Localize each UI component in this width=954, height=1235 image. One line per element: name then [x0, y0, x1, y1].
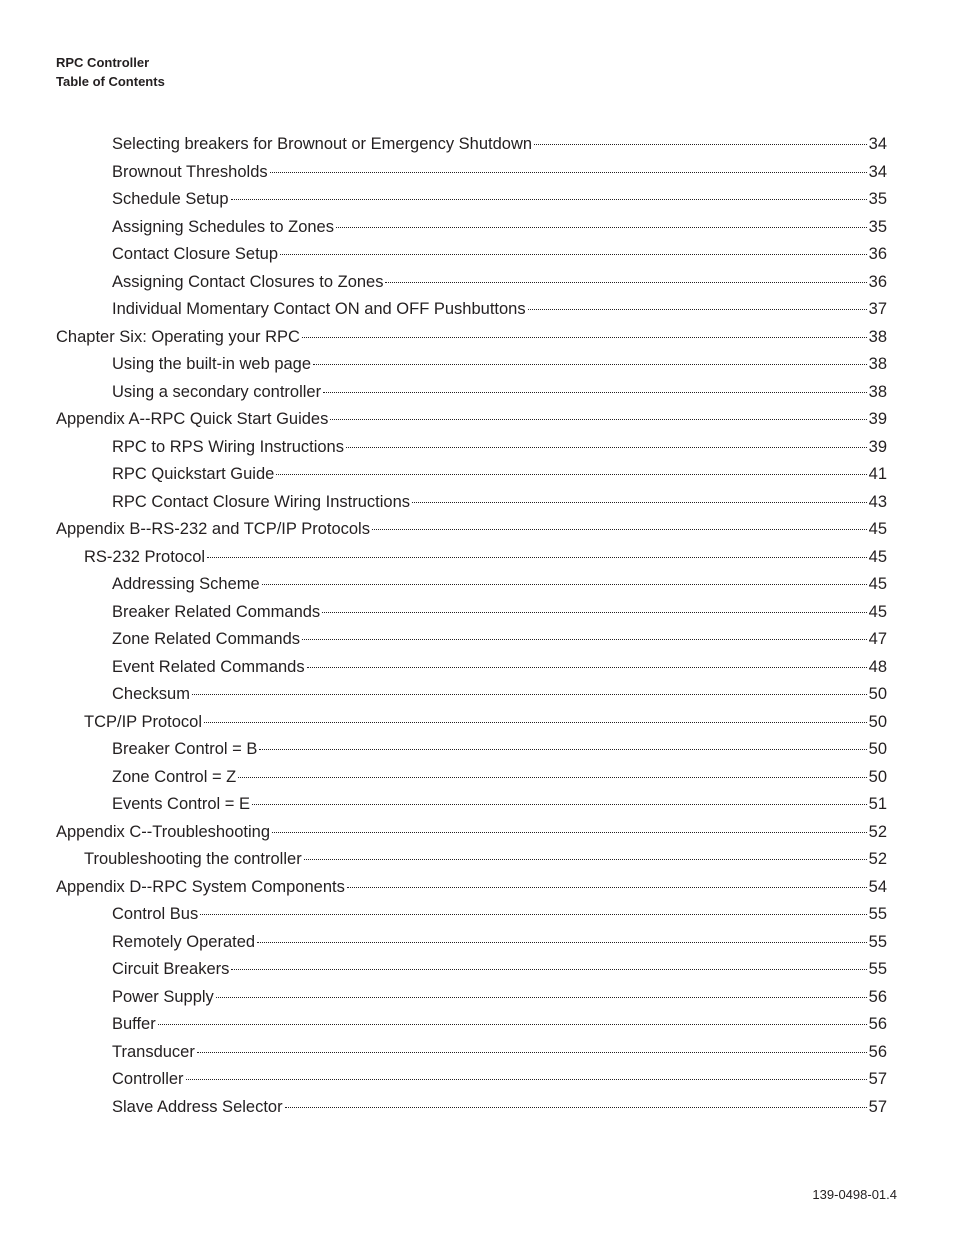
toc-entry-page-number: 45 — [868, 575, 887, 593]
toc-entry-page-number: 34 — [868, 162, 887, 181]
toc-entry[interactable] — [112, 901, 887, 928]
dot-leader — [313, 364, 867, 365]
toc-entry-page-number: 47 — [868, 630, 887, 648]
toc-entry-page-number: 52 — [868, 850, 887, 868]
toc-entry[interactable] — [112, 186, 887, 213]
dot-leader — [204, 722, 867, 723]
dot-leader — [304, 859, 867, 860]
toc-entry-page-number: 36 — [868, 245, 887, 263]
toc-entry[interactable] — [56, 819, 887, 846]
toc-entry[interactable] — [84, 709, 887, 736]
toc-entry[interactable] — [112, 1066, 887, 1093]
toc-entry-title: Breaker Related Commands — [112, 602, 321, 621]
toc-entry[interactable] — [112, 764, 887, 791]
toc-entry-title: Individual Momentary Contact ON and OFF Pushbuttons — [112, 300, 526, 318]
dot-leader — [322, 612, 866, 613]
toc-entry-title: Chapter Six: Operating your RPC — [56, 327, 300, 346]
toc-entry-title: Selecting breakers for Brownout or Emergency Shutdown — [112, 135, 533, 153]
dot-leader — [231, 199, 867, 200]
toc-entry-title: Circuit Breakers — [112, 960, 230, 978]
dot-leader — [346, 447, 867, 448]
toc-entry-page-number: 57 — [868, 1097, 887, 1116]
dot-leader — [257, 942, 867, 943]
toc-entry[interactable] — [112, 736, 887, 763]
toc-entry[interactable] — [112, 434, 887, 461]
toc-entry[interactable] — [112, 296, 887, 323]
toc-entry-page-number: 55 — [868, 960, 887, 978]
toc-entry-title: Contact Closure Setup — [112, 245, 279, 263]
toc-entry-page-number: 41 — [868, 465, 887, 483]
toc-entry-page-number: 55 — [868, 932, 887, 951]
dot-leader — [200, 914, 866, 915]
dot-leader — [534, 144, 867, 145]
toc-entry-page-number: 48 — [868, 657, 887, 676]
dot-leader — [330, 419, 866, 420]
toc-entry[interactable] — [112, 599, 887, 626]
dot-leader — [259, 749, 866, 750]
toc-entry-page-number: 50 — [868, 712, 887, 731]
toc-entry[interactable] — [112, 791, 887, 818]
toc-entry-page-number: 34 — [868, 135, 887, 153]
toc-entry-title: Using the built-in web page — [112, 355, 312, 373]
toc-entry[interactable] — [112, 1039, 887, 1066]
toc-entry-title: Assigning Contact Closures to Zones — [112, 272, 384, 291]
dot-leader — [372, 529, 867, 530]
header-section-title: Table of Contents — [56, 74, 165, 89]
toc-entry-page-number: 38 — [868, 355, 887, 373]
toc-entry-page-number: 45 — [868, 602, 887, 621]
toc-entry-page-number: 56 — [868, 1015, 887, 1033]
dot-leader — [238, 777, 866, 778]
toc-entry[interactable] — [112, 159, 887, 186]
dot-leader — [197, 1052, 867, 1053]
toc-entry-title: RS-232 Protocol — [84, 547, 206, 566]
toc-entry-title: Zone Related Commands — [112, 630, 301, 648]
dot-leader — [302, 639, 867, 640]
toc-entry-title: RPC Quickstart Guide — [112, 465, 275, 483]
dot-leader — [262, 584, 867, 585]
toc-entry[interactable] — [56, 324, 887, 351]
toc-entry-title: Breaker Control = B — [112, 740, 258, 758]
toc-entry[interactable] — [84, 846, 887, 873]
dot-leader — [252, 804, 867, 805]
toc-entry-title: Buffer — [112, 1015, 156, 1033]
dot-leader — [158, 1024, 867, 1025]
toc-entry-page-number: 45 — [868, 547, 887, 566]
toc-entry[interactable] — [112, 1094, 887, 1121]
dot-leader — [276, 474, 866, 475]
toc-entry-title: Events Control = E — [112, 795, 251, 813]
toc-entry[interactable] — [56, 874, 887, 901]
toc-entry-title: Zone Control = Z — [112, 767, 237, 786]
dot-leader — [270, 172, 867, 173]
toc-entry-page-number: 37 — [868, 300, 887, 318]
dot-leader — [216, 997, 867, 998]
toc-entry-page-number: 45 — [868, 520, 887, 538]
toc-entry-title: Appendix A--RPC Quick Start Guides — [56, 410, 329, 428]
toc-entry-title: Assigning Schedules to Zones — [112, 217, 334, 236]
toc-entry-title: Addressing Scheme — [112, 575, 260, 593]
toc-entry[interactable] — [112, 1011, 887, 1038]
dot-leader — [285, 1107, 867, 1108]
toc-entry[interactable] — [56, 516, 887, 543]
toc-entry[interactable] — [112, 571, 887, 598]
toc-entry-title: TCP/IP Protocol — [84, 712, 202, 731]
toc-entry-page-number: 54 — [868, 877, 887, 896]
toc-entry[interactable] — [112, 626, 887, 653]
toc-entry-page-number: 56 — [868, 1042, 887, 1061]
toc-entry-title: Appendix D--RPC System Components — [56, 877, 345, 896]
toc-entry[interactable] — [112, 681, 887, 708]
toc-entry-title: Checksum — [112, 685, 190, 703]
toc-entry-page-number: 55 — [868, 905, 887, 923]
toc-entry[interactable] — [112, 654, 887, 681]
toc-entry[interactable] — [56, 406, 887, 433]
toc-entry-page-number: 50 — [868, 740, 887, 758]
toc-entry-title: Power Supply — [112, 987, 214, 1006]
toc-entry-page-number: 52 — [868, 822, 887, 841]
toc-entry-title: Controller — [112, 1070, 184, 1088]
toc-entry-page-number: 39 — [868, 410, 887, 428]
dot-leader — [528, 309, 867, 310]
toc-entry-title: Appendix B--RS-232 and TCP/IP Protocols — [56, 520, 370, 538]
toc-entry-page-number: 38 — [868, 382, 887, 401]
toc-entry-title: Transducer — [112, 1042, 195, 1061]
toc-entry-title: Schedule Setup — [112, 190, 229, 208]
dot-leader — [280, 254, 867, 255]
toc-entry-page-number: 50 — [868, 685, 887, 703]
toc-entry-title: Control Bus — [112, 905, 199, 923]
toc-entry-page-number: 35 — [868, 190, 887, 208]
toc-entry[interactable] — [112, 269, 887, 296]
dot-leader — [336, 227, 867, 228]
toc-entry-title: RPC Contact Closure Wiring Instructions — [112, 492, 411, 511]
toc-entry-title: Remotely Operated — [112, 932, 256, 951]
header-document-title: RPC Controller — [56, 55, 150, 70]
toc-entry-page-number: 57 — [868, 1070, 887, 1088]
dot-leader — [207, 557, 867, 558]
toc-entry-title: Troubleshooting the controller — [84, 850, 302, 868]
dot-leader — [186, 1079, 867, 1080]
toc-entry[interactable] — [112, 351, 887, 378]
toc-entry-title: RPC to RPS Wiring Instructions — [112, 437, 344, 456]
dot-leader — [412, 502, 867, 503]
dot-leader — [192, 694, 867, 695]
toc-entry[interactable] — [112, 489, 887, 516]
toc-entry-page-number: 51 — [868, 795, 887, 813]
toc-entry-page-number: 39 — [868, 437, 887, 456]
toc-entry[interactable] — [112, 956, 887, 983]
toc-entry[interactable] — [112, 461, 887, 488]
toc-entry-page-number: 35 — [868, 217, 887, 236]
dot-leader — [385, 282, 866, 283]
toc-entry[interactable] — [112, 241, 887, 268]
dot-leader — [323, 392, 867, 393]
toc-entry-page-number: 56 — [868, 987, 887, 1006]
toc-entry-title: Slave Address Selector — [112, 1097, 283, 1116]
toc-entry-title: Using a secondary controller — [112, 382, 322, 401]
toc-entry-page-number: 36 — [868, 272, 887, 291]
toc-entry[interactable] — [112, 131, 887, 158]
toc-entry-title: Appendix C--Troubleshooting — [56, 822, 271, 841]
dot-leader — [231, 969, 866, 970]
toc-entry-page-number: 38 — [868, 327, 887, 346]
dot-leader — [272, 832, 867, 833]
toc-entry[interactable] — [112, 984, 887, 1011]
running-header — [56, 53, 165, 91]
toc-entry-title: Brownout Thresholds — [112, 162, 268, 181]
toc-entry[interactable] — [112, 929, 887, 956]
dot-leader — [307, 667, 867, 668]
dot-leader — [302, 337, 867, 338]
toc-entry-page-number: 50 — [868, 767, 887, 786]
toc-entry[interactable] — [84, 544, 887, 571]
toc-entry[interactable] — [112, 214, 887, 241]
toc-entry[interactable] — [112, 379, 887, 406]
toc-entry-title: Event Related Commands — [112, 657, 305, 676]
dot-leader — [347, 887, 867, 888]
document-number: 139-0498-01.4 — [812, 1187, 897, 1202]
toc-entry-page-number: 43 — [868, 492, 887, 511]
